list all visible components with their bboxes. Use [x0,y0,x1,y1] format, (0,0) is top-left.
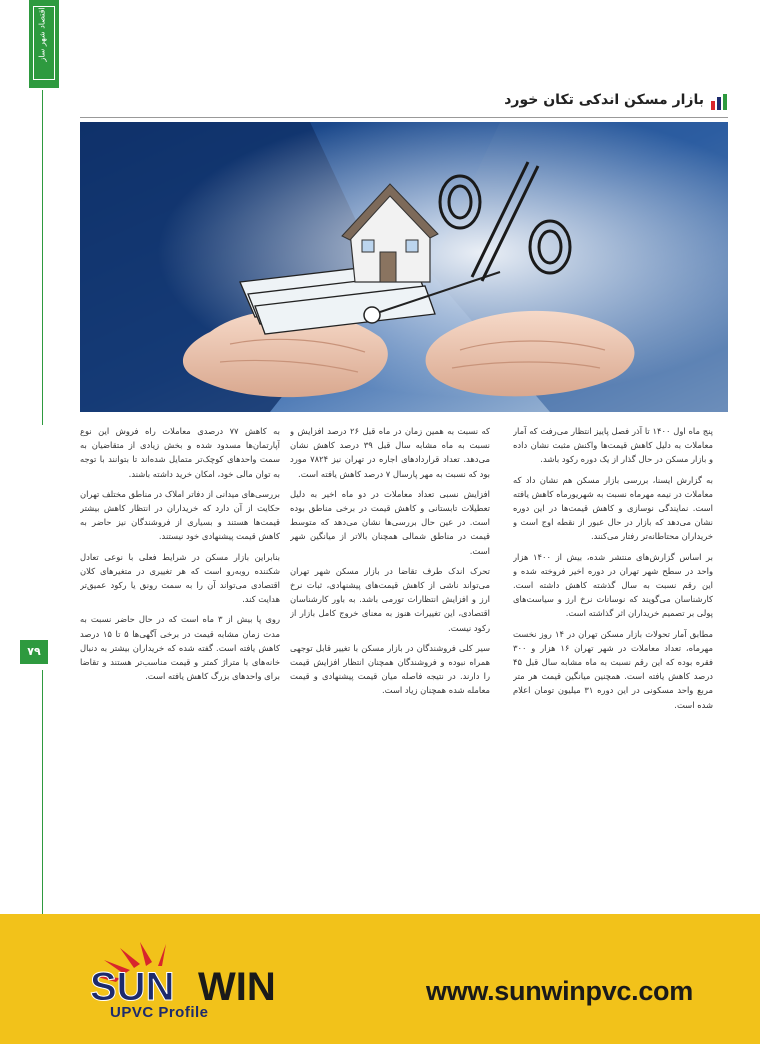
article-paragraph: به گزارش ایسنا، بررسی بازار مسکن هم نشان داد که معاملات در نیمه مهرماه نسبت به شهریورماه کاهش یافته است. نمایندگی نوسازی و کاهش قیمت‌ها در این دوره نشان می‌دهد که بازار در حال عبور از نقطه اوج است و خریداران محتاطانه‌تر رفتار می‌کنند. [513,474,713,542]
hero-image [80,122,728,412]
section-tab-label: اقتصاد شهر ساز [37,7,47,62]
side-divider-top [42,90,43,425]
article-paragraph: بر اساس گزارش‌های منتشر شده، بیش از ۱۴۰۰ هزار واحد در سطح شهر تهران در دوره اخیر فروخته شده و این رقم نسبت به سال گذشته کاهش داشته است. کارشناسان می‌گویند که نوسانات نرخ ارز و سیاست‌های پولی بر تصمیم خریداران اثر گذاشته است. [513,551,713,619]
section-tab [29,0,59,88]
article-column-2 [290,424,490,906]
article-column-3 [80,424,280,906]
article-paragraph: سیر کلی فروشندگان در بازار مسکن با تغییر قابل توجهی همراه نبوده و فروشندگان همچنان انتظار افزایش قیمت را دارند. در نتیجه فاصله میان قیمت پیشنهادی و قیمت معامله شده همچنان زیاد است. [290,642,490,696]
article-column-1 [513,424,713,906]
page-number: ۷۹ [20,640,48,664]
article-paragraph: پنج ماه اول ۱۴۰۰ تا آذر فصل پاییز انتظار می‌رفت که آمار معاملات به دلیل کاهش قیمت‌ها واکنش مثبت نشان داده و بازار مسکن در حال گذار از یک دوره رکود باشد. [513,426,713,465]
bar-chart-icon [710,94,728,110]
article-paragraph: به کاهش ۷۷ درصدی معاملات راه فروش این نوع آپارتمان‌ها مسدود شده و بخش زیادی از متقاضیان به سمت واحدهای کوچک‌تر متمایل شده‌اند تا بتوانند با توجه به توان مالی خود، امکان خرید داشته باشند. [80,426,280,479]
logo-tagline: UPVC Profile [110,1004,209,1021]
article-paragraph: که نسبت به همین زمان در ماه قبل ۲۶ درصد افزایش و نسبت به ماه مشابه سال قبل ۳۹ درصد کاهش نشان می‌دهد. تعداد قراردادهای اجاره در تهران نیز ۷۸۲۴ مورد بود که نسبت به مهر پارسال ۷ درصد کاهش یافته است. [290,426,490,479]
article-title: بازار مسکن اندکی تکان خورد [504,92,704,108]
article-paragraph: بررسی‌های میدانی از دفاتر املاک در مناطق مختلف تهران حکایت از آن دارد که خریداران در انتظار کاهش بیشتر قیمت‌ها هستند و بسیاری از فروشندگان نیز حاضر به کاهش قیمت پیشنهادی خود نیستند. [80,488,280,542]
article-title-bar [470,92,728,112]
article-paragraph: مطابق آمار تحولات بازار مسکن تهران در ۱۴ روز نخست مهرماه، تعداد معاملات در شهر تهران ۱۶ هزار و ۳۰۰ فقره بوده که این رقم نسبت به ماه مشابه سال قبل ۴۵ درصد کاهش یافته است. همچنین میانگین قیمت هر متر مربع واحد مسکونی در این دوره ۳۱ میلیون تومان اعلام شده است. [513,628,713,710]
logo-sun-text: SUN [90,965,175,1009]
title-underline [80,117,728,118]
article-paragraph: تحرک اندک طرف تقاضا در بازار مسکن شهر تهران می‌تواند ناشی از کاهش قیمت‌های پیشنهادی، ثبات نرخ ارز و افزایش انتظارات تورمی باشد. به باور کارشناسان اقتصادی، این تغییرات هنوز به معنای خروج کامل بازار از رکود نیست. [290,565,490,633]
article-paragraph: روی پا بیش از ۳ ماه است که در حال حاضر نسبت به مدت زمان مشابه قیمت در برخی آگهی‌ها ۵ تا ۱۵ درصد کاهش یافته است. گفته شده که خریداران بیشتر به دنبال خانه‌های با متراژ کمتر و قیمت مناسب‌تر هستند و تقاضا برای واحدهای بزرگ کاهش یافته است. [80,614,280,682]
logo-win-text: WIN [198,965,276,1009]
article-paragraph: بنابراین بازار مسکن در شرایط فعلی با نوعی تعادل شکننده روبه‌رو است که هر تغییری در متغیرهای کلان اقتصادی می‌تواند آن را به سمت رونق یا رکود عمیق‌تر هدایت کند. [80,551,280,605]
website-url[interactable]: www.sunwinpvc.com [426,976,693,1006]
article-paragraph: افزایش نسبی تعداد معاملات در دو ماه اخیر به دلیل تعطیلات تابستانی و کاهش قیمت در برخی مناطق بوده است. در عین حال بررسی‌ها نشان می‌دهد که متوسط قیمت در مناطق شمالی همچنان بالاتر از میانگین شهر است. [290,488,490,556]
